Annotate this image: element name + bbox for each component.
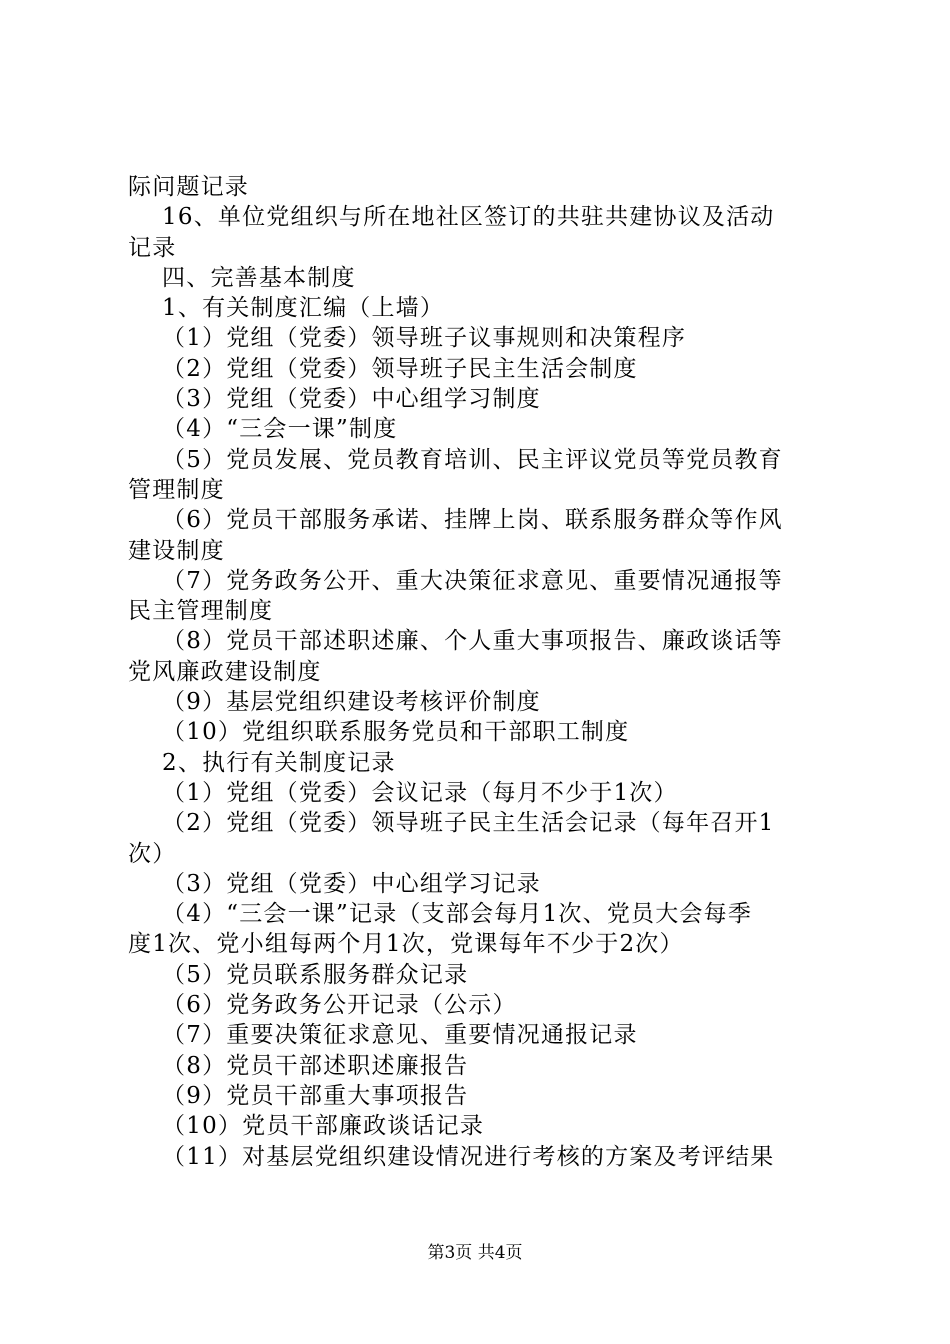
list-item: （5）党员发展、党员教育培训、民主评议党员等党员教育 <box>128 446 783 473</box>
list-item: （6）党员干部服务承诺、挂牌上岗、联系服务群众等作风 <box>128 507 783 534</box>
list-item: （8）党员干部述职述廉、个人重大事项报告、廉政谈话等 <box>128 628 783 655</box>
document-body <box>128 172 833 1172</box>
list-item-continuation: 次） <box>128 840 177 867</box>
list-item: （3）党组（党委）中心组学习制度 <box>128 386 541 413</box>
list-item: （10）党组织联系服务党员和干部职工制度 <box>128 719 630 746</box>
list-item: （9）党员干部重大事项报告 <box>128 1082 469 1109</box>
list-item: （1）党组（党委）会议记录（每月不少于1次） <box>128 779 678 806</box>
list-item: （4）“三会一课”制度 <box>128 416 398 443</box>
list-item-continuation: 建设制度 <box>128 537 225 564</box>
text-line: 16、单位党组织与所在地社区签订的共驻共建协议及活动 <box>128 204 775 231</box>
list-item: （4）“三会一课”记录（支部会每月1次、党员大会每季 <box>128 901 753 928</box>
list-item: （7）重要决策征求意见、重要情况通报记录 <box>128 1022 638 1049</box>
list-item: （8）党员干部述职述廉报告 <box>128 1052 469 1079</box>
list-item-continuation: 党风廉政建设制度 <box>128 658 322 685</box>
list-item: （11）对基层党组织建设情况进行考核的方案及考评结果 <box>128 1143 775 1170</box>
section-heading: 四、完善基本制度 <box>128 264 356 291</box>
list-item: （3）党组（党委）中心组学习记录 <box>128 870 541 897</box>
list-item: （6）党务政务公开记录（公示） <box>128 992 517 1019</box>
subsection-heading: 1、有关制度汇编（上墙） <box>128 295 445 322</box>
list-item-continuation: 民主管理制度 <box>128 598 274 625</box>
list-item: （10）党员干部廉政谈话记录 <box>128 1113 485 1140</box>
list-item-continuation: 管理制度 <box>128 476 225 503</box>
list-item: （2）党组（党委）领导班子民主生活会记录（每年召开1 <box>128 810 775 837</box>
list-item: （9）基层党组织建设考核评价制度 <box>128 689 541 716</box>
subsection-heading: 2、执行有关制度记录 <box>128 749 396 776</box>
text-line: 记录 <box>128 234 177 261</box>
list-item: （5）党员联系服务群众记录 <box>128 961 469 988</box>
text-line: 际问题记录 <box>128 174 249 200</box>
list-item: （1）党组（党委）领导班子议事规则和决策程序 <box>128 325 687 352</box>
list-item-continuation: 度1次、党小组每两个月1次，党课每年不少于2次） <box>128 931 684 958</box>
page-footer: 第3页 共4页 <box>427 1243 523 1263</box>
list-item: （2）党组（党委）领导班子民主生活会制度 <box>128 355 638 382</box>
list-item: （7）党务政务公开、重大决策征求意见、重要情况通报等 <box>128 567 783 594</box>
